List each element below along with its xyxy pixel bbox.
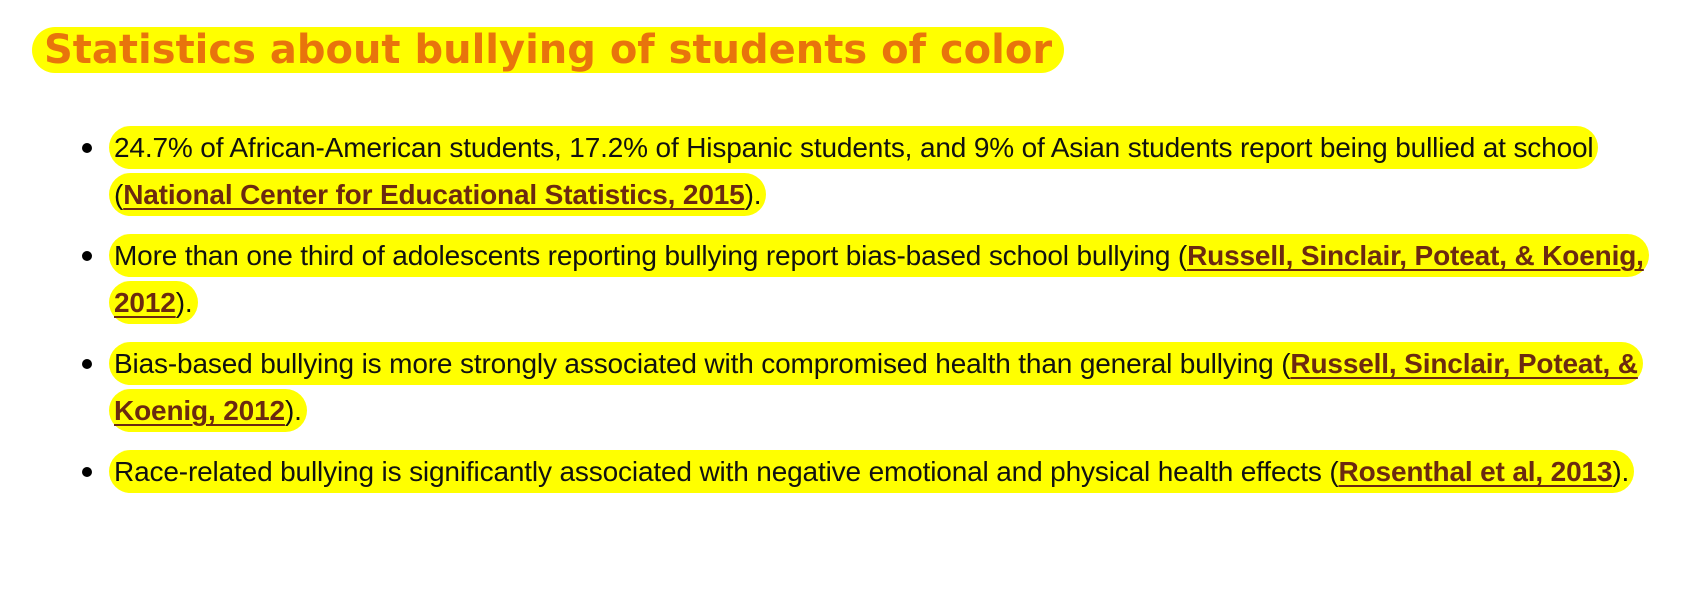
bullet-icon xyxy=(82,251,92,261)
citation-link[interactable]: National Center for Educational Statistics, 2015 xyxy=(123,179,745,210)
item-suffix: ). xyxy=(744,179,762,210)
bullet-icon xyxy=(82,143,92,153)
page-title-text: Statistics about bullying of students of color xyxy=(32,27,1064,73)
citation-link[interactable]: Russell, Sinclair, Poteat, & Koenig, 2012 xyxy=(114,240,1644,318)
highlighted-text xyxy=(109,126,1598,216)
list-item xyxy=(76,232,1676,326)
page-title xyxy=(32,18,1064,82)
item-suffix: ). xyxy=(1612,456,1630,487)
item-text: Race-related bullying is significantly associated with negative emotional and physical health effects ( xyxy=(114,456,1339,487)
item-text: 24.7% of African-American students, 17.2% of Hispanic students, and 9% of Asian students report being bullied at school ( xyxy=(114,132,1594,210)
list-item xyxy=(76,340,1676,434)
statistics-list xyxy=(76,124,1676,509)
item-suffix: ). xyxy=(284,395,302,426)
highlighted-text xyxy=(109,342,1643,432)
item-suffix: ). xyxy=(175,287,193,318)
highlighted-text xyxy=(109,450,1634,493)
list-item xyxy=(76,448,1676,495)
bullet-icon xyxy=(82,467,92,477)
citation-link[interactable]: Russell, Sinclair, Poteat, & Koenig, 2012 xyxy=(114,348,1638,426)
list-item xyxy=(76,124,1676,218)
highlighted-text xyxy=(109,234,1649,324)
item-text: Bias-based bullying is more strongly associated with compromised health than general bullying ( xyxy=(114,348,1291,379)
bullet-icon xyxy=(82,359,92,369)
item-text: More than one third of adolescents reporting bullying report bias-based school bullying ( xyxy=(114,240,1188,271)
citation-link[interactable]: Rosenthal et al, 2013 xyxy=(1338,456,1613,487)
